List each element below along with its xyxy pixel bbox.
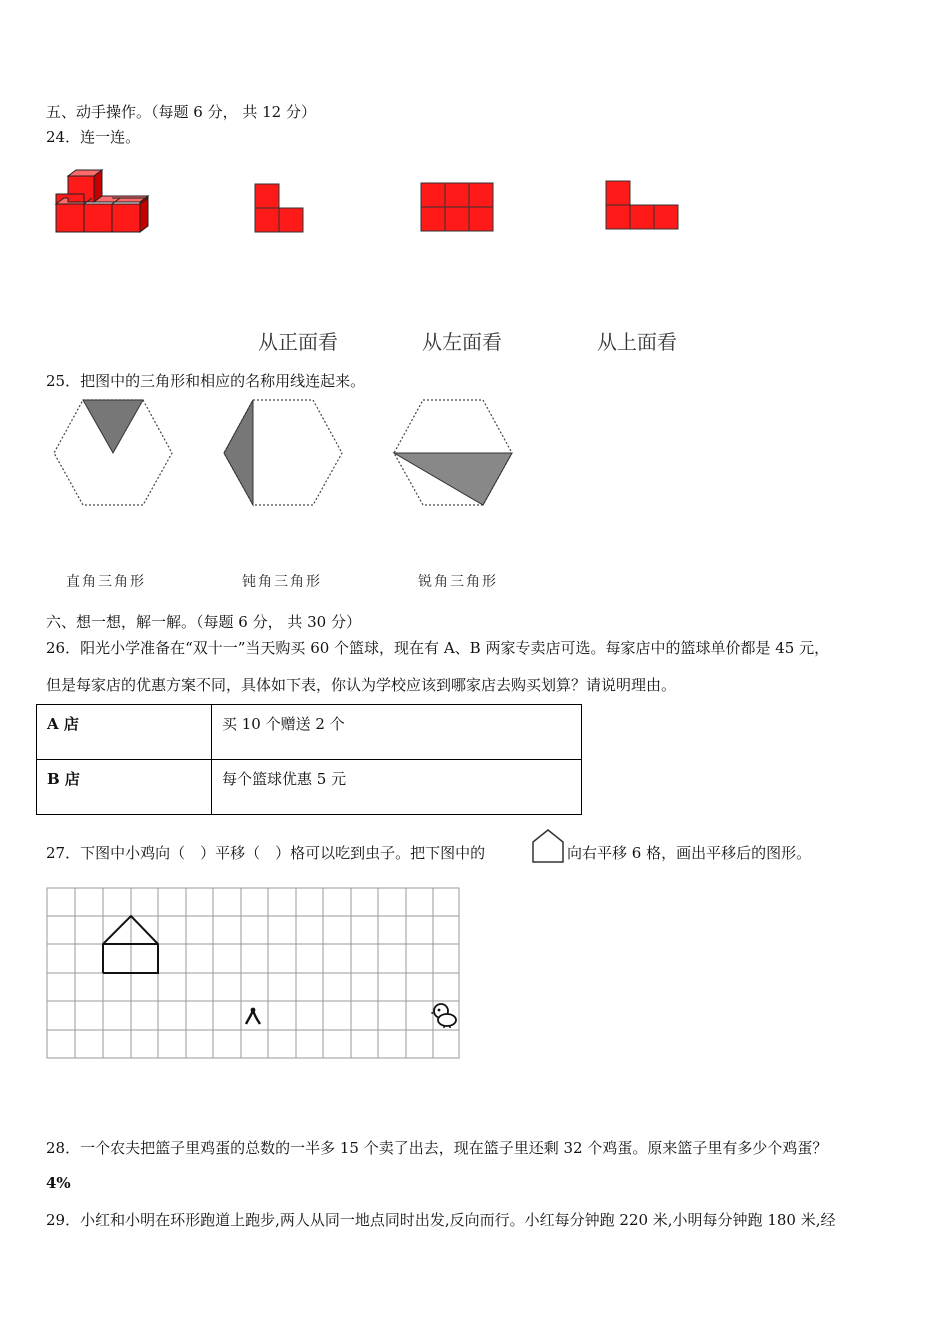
triangle-name-obtuse: 钝角三角形 bbox=[242, 574, 322, 590]
shop-offer: 买 10 个赠送 2 个 bbox=[212, 705, 582, 760]
shop-offer: 每个篮球优惠 5 元 bbox=[212, 760, 582, 815]
question-27-part-2: 向右平移 6 格，画出平移后的图形。 bbox=[567, 844, 812, 862]
shop-offer-table bbox=[36, 704, 582, 815]
question-26-line-2: 但是每家店的优惠方案不同，具体如下表，你认为学校应该到哪家店去购买划算？请说明理由。 bbox=[46, 676, 677, 694]
question-29: 29．小红和小明在环形跑道上跑步,两人从同一地点同时出发,反向而行。小红每分钟跑 220 米,小明每分钟跑 180 米,经 bbox=[46, 1211, 836, 1229]
house-shape-icon bbox=[531, 828, 565, 864]
table-row bbox=[37, 705, 582, 760]
hexagon-triangle-1 bbox=[50, 398, 176, 508]
shop-name: B 店 bbox=[37, 760, 212, 815]
chick-icon bbox=[431, 1002, 459, 1028]
question-28: 28．一个农夫把篮子里鸡蛋的总数的一半多 15 个卖了出去，现在篮子里还剩 32 个鸡蛋。原来篮子里有多少个鸡蛋？ bbox=[46, 1139, 828, 1157]
bug-icon bbox=[243, 1006, 263, 1028]
question-28-note: 4% bbox=[46, 1174, 71, 1192]
view-label-top: 从上面看 bbox=[597, 330, 677, 354]
question-27-part-1: 27．下图中小鸡向（ ）平移（ ）格可以吃到虫子。把下图中的 bbox=[46, 844, 486, 862]
view-label-front: 从正面看 bbox=[258, 330, 338, 354]
question-24: 24．连一连。 bbox=[46, 128, 141, 146]
question-25: 25．把图中的三角形和相应的名称用线连起来。 bbox=[46, 372, 366, 390]
question-26-line-1: 26．阳光小学准备在“双十一”当天购买 60 个篮球，现在有 A、B 两家专卖店可选。每家店中的篮球单价都是 45 元， bbox=[46, 639, 830, 657]
translation-grid bbox=[46, 887, 462, 1061]
view-figure-1 bbox=[254, 183, 306, 235]
hexagon-triangle-3 bbox=[390, 398, 516, 508]
view-figure-3 bbox=[605, 180, 681, 234]
section-6-heading: 六、想一想，解一解。（每题 6 分， 共 30 分） bbox=[46, 613, 361, 631]
shop-name: A 店 bbox=[37, 705, 212, 760]
view-label-left: 从左面看 bbox=[422, 330, 502, 354]
table-row bbox=[37, 760, 582, 815]
triangle-name-right: 直角三角形 bbox=[66, 574, 146, 590]
hexagon-triangle-2 bbox=[220, 398, 346, 508]
view-figure-2 bbox=[420, 182, 496, 234]
section-5-heading: 五、动手操作。（每题 6 分， 共 12 分） bbox=[46, 103, 316, 121]
triangle-name-acute: 锐角三角形 bbox=[418, 574, 498, 590]
cube-stack-figure bbox=[50, 168, 150, 242]
